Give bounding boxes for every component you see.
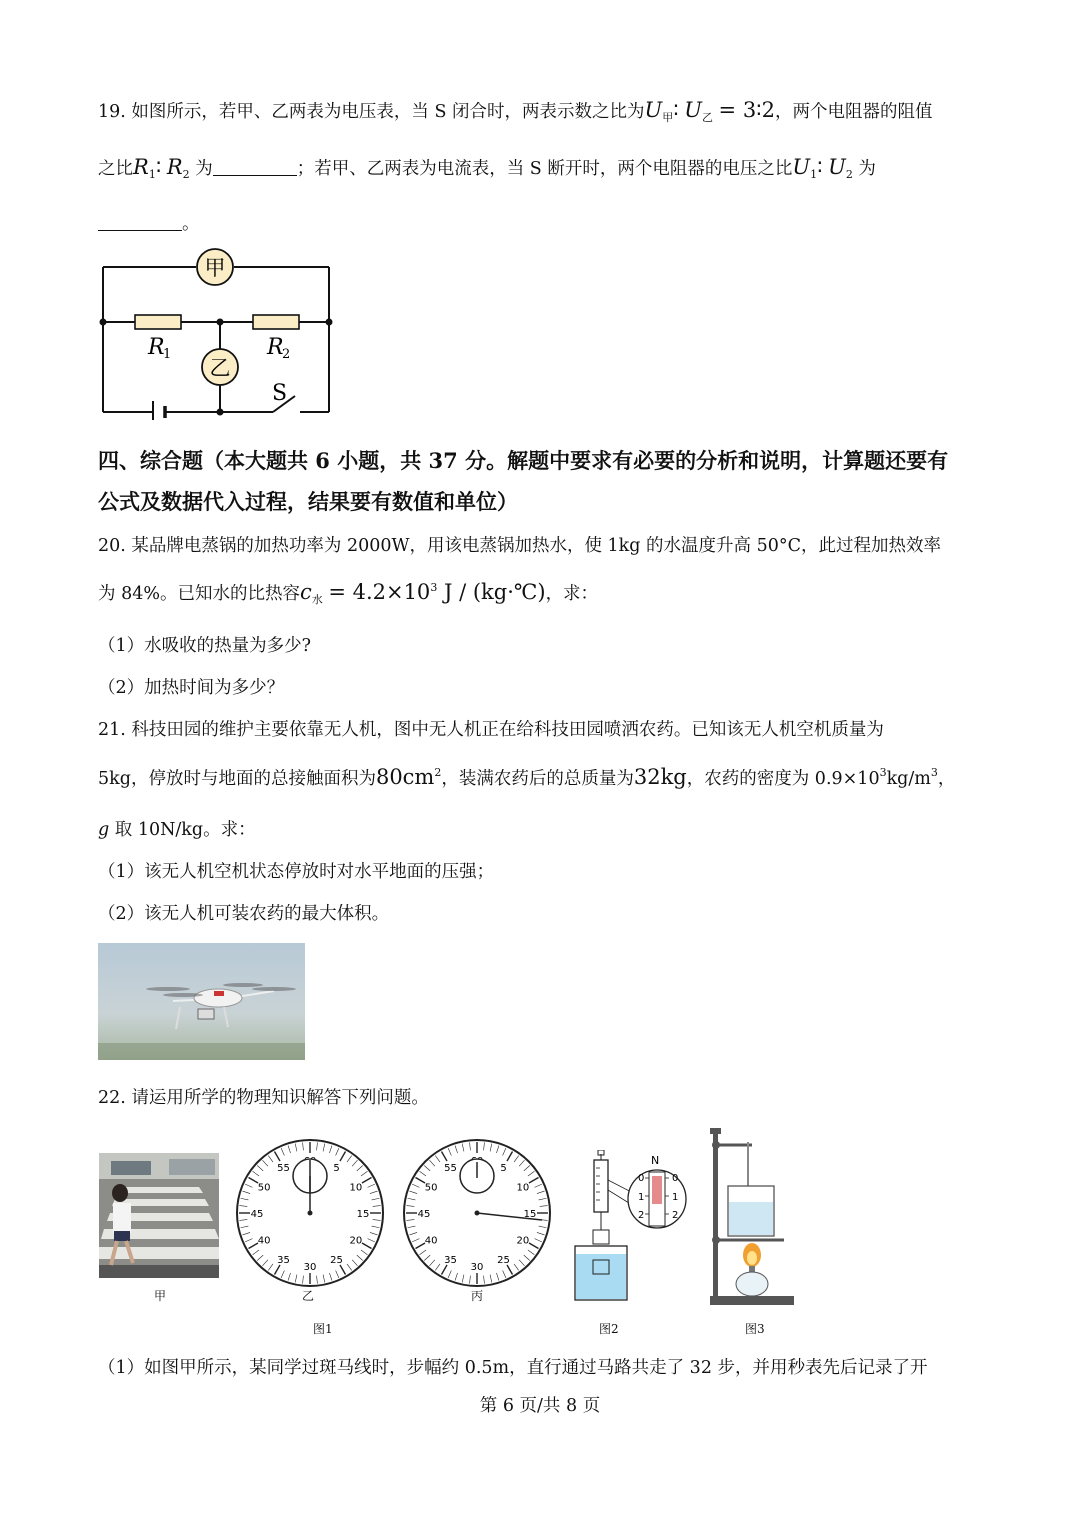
svg-text:乙: 乙 <box>209 356 231 380</box>
stopwatch-label: 45 <box>250 1209 264 1220</box>
q21-line1: 21. 科技田园的维护主要依靠无人机，图中无人机正在给科技田园喷洒农药。已知该无人机空机质量为 <box>98 720 884 740</box>
stopwatch-label: 35 <box>444 1254 457 1266</box>
stopwatch-label: 55 <box>444 1163 457 1175</box>
svg-text:0: 0 <box>672 1173 679 1184</box>
circuit-diagram <box>95 240 340 420</box>
svg-text:1: 1 <box>672 1192 679 1203</box>
stopwatch-label: 20 <box>349 1235 363 1247</box>
stopwatch-label: 50 <box>257 1182 271 1194</box>
caption-fig3: 图3 <box>745 1322 765 1336</box>
svg-text:R: R <box>148 335 165 360</box>
q21-sub2: （2）该无人机可装农药的最大体积。 <box>98 904 390 924</box>
svg-text:1: 1 <box>163 347 172 362</box>
caption-bing: 丙 <box>471 1289 484 1303</box>
caption-yi: 乙 <box>302 1289 315 1303</box>
svg-text:R: R <box>267 335 284 360</box>
caption-jia: 甲 <box>154 1289 167 1303</box>
q20-line2: 为 84%。已知水的比热容$c_水 = 4.2\times 10^3$ J / (kg·℃)，求： <box>98 580 599 606</box>
heating-apparatus-figure <box>702 1122 802 1307</box>
stopwatch-label: 35 <box>277 1254 290 1266</box>
svg-text:0: 0 <box>638 1173 645 1184</box>
svg-text:甲: 甲 <box>204 256 226 280</box>
stopwatch-label: 5 <box>500 1163 507 1175</box>
q19-line3: 。 <box>98 210 200 235</box>
stopwatch-bing <box>402 1138 552 1288</box>
svg-text:N: N <box>651 1154 660 1167</box>
stopwatch-label: 15 <box>356 1209 370 1220</box>
q21-line2: 5kg，停放时与地面的总接触面积为$80cm^2$，装满农药后的总质量为32kg，农药的密度为 $0.9\times 10^3kg/m^3$， <box>98 765 956 789</box>
stopwatch-label: 15 <box>523 1209 537 1220</box>
stopwatch-label: 5 <box>333 1163 340 1175</box>
svg-text:S: S <box>272 381 288 406</box>
svg-text:2: 2 <box>672 1210 679 1221</box>
spring-scale-figure <box>565 1150 695 1305</box>
zebra-crossing-photo <box>99 1153 219 1278</box>
stopwatch-label: 25 <box>497 1254 510 1266</box>
answer-blank-1[interactable] <box>213 161 297 176</box>
q20-line1: 20. 某品牌电蒸锅的加热功率为 2000W，用该电蒸锅加热水，使 1kg 的水温度升高 50°C，此过程加热效率 <box>98 536 942 556</box>
stopwatch-label: 30 <box>470 1262 484 1273</box>
stopwatch-label: 25 <box>330 1254 343 1266</box>
stopwatch-label: 40 <box>424 1235 438 1247</box>
svg-text:1: 1 <box>638 1192 645 1203</box>
stopwatch-label: 20 <box>516 1235 530 1247</box>
caption-fig1: 图1 <box>313 1322 333 1336</box>
caption-fig2: 图2 <box>599 1322 619 1336</box>
stopwatch-label: 30 <box>303 1262 317 1273</box>
answer-blank-2[interactable] <box>98 216 182 231</box>
resistor-r2 <box>253 315 299 329</box>
stopwatch-label: 55 <box>277 1163 290 1175</box>
q20-sub1: （1）水吸收的热量为多少? <box>98 636 312 656</box>
resistor-r1 <box>135 315 181 329</box>
svg-text:2: 2 <box>638 1210 645 1221</box>
drone-photo <box>98 943 305 1060</box>
q19-line1: 19. 如图所示，若甲、乙两表为电压表，当 S 闭合时，两表示数之比为$U_甲∶$ $U_乙$ = 3∶2，两个电阻器的阻值 <box>98 98 933 124</box>
section4-heading-line1: 四、综合题（本大题共 6 小题，共 37 分。解题中要求有必要的分析和说明，计算题还要有 <box>98 448 949 473</box>
stopwatch-label: 10 <box>349 1182 363 1194</box>
stopwatch-label: 45 <box>417 1209 431 1220</box>
stopwatch-label: 50 <box>424 1182 438 1194</box>
stopwatch-yi <box>235 1138 385 1288</box>
q19-line2: 之比$R_1∶$ $R_2$ 为 ；若甲、乙两表为电流表，当 S 断开时，两个电阻器的电压之比$U_1∶$ $U_2$ 为 <box>98 155 876 181</box>
section4-heading-line2: 公式及数据代入过程，结果要有数值和单位） <box>98 489 518 514</box>
q22-line1: 22. 请运用所学的物理知识解答下列问题。 <box>98 1088 429 1108</box>
page-footer: 第 6 页/共 8 页 <box>479 1396 601 1416</box>
stopwatch-label: 40 <box>257 1235 271 1247</box>
svg-text:2: 2 <box>282 347 291 362</box>
q21-sub1: （1）该无人机空机状态停放时对水平地面的压强； <box>98 862 495 882</box>
q20-sub2: （2）加热时间为多少？ <box>98 678 285 698</box>
stopwatch-label: 10 <box>516 1182 530 1194</box>
q21-line3: g 取 10N/kg。求： <box>98 820 256 840</box>
q22-sub1: （1）如图甲所示，某同学过斑马线时，步幅约 0.5m，直行通过马路共走了 32 步，并用秒表先后记录了开 <box>98 1358 928 1378</box>
